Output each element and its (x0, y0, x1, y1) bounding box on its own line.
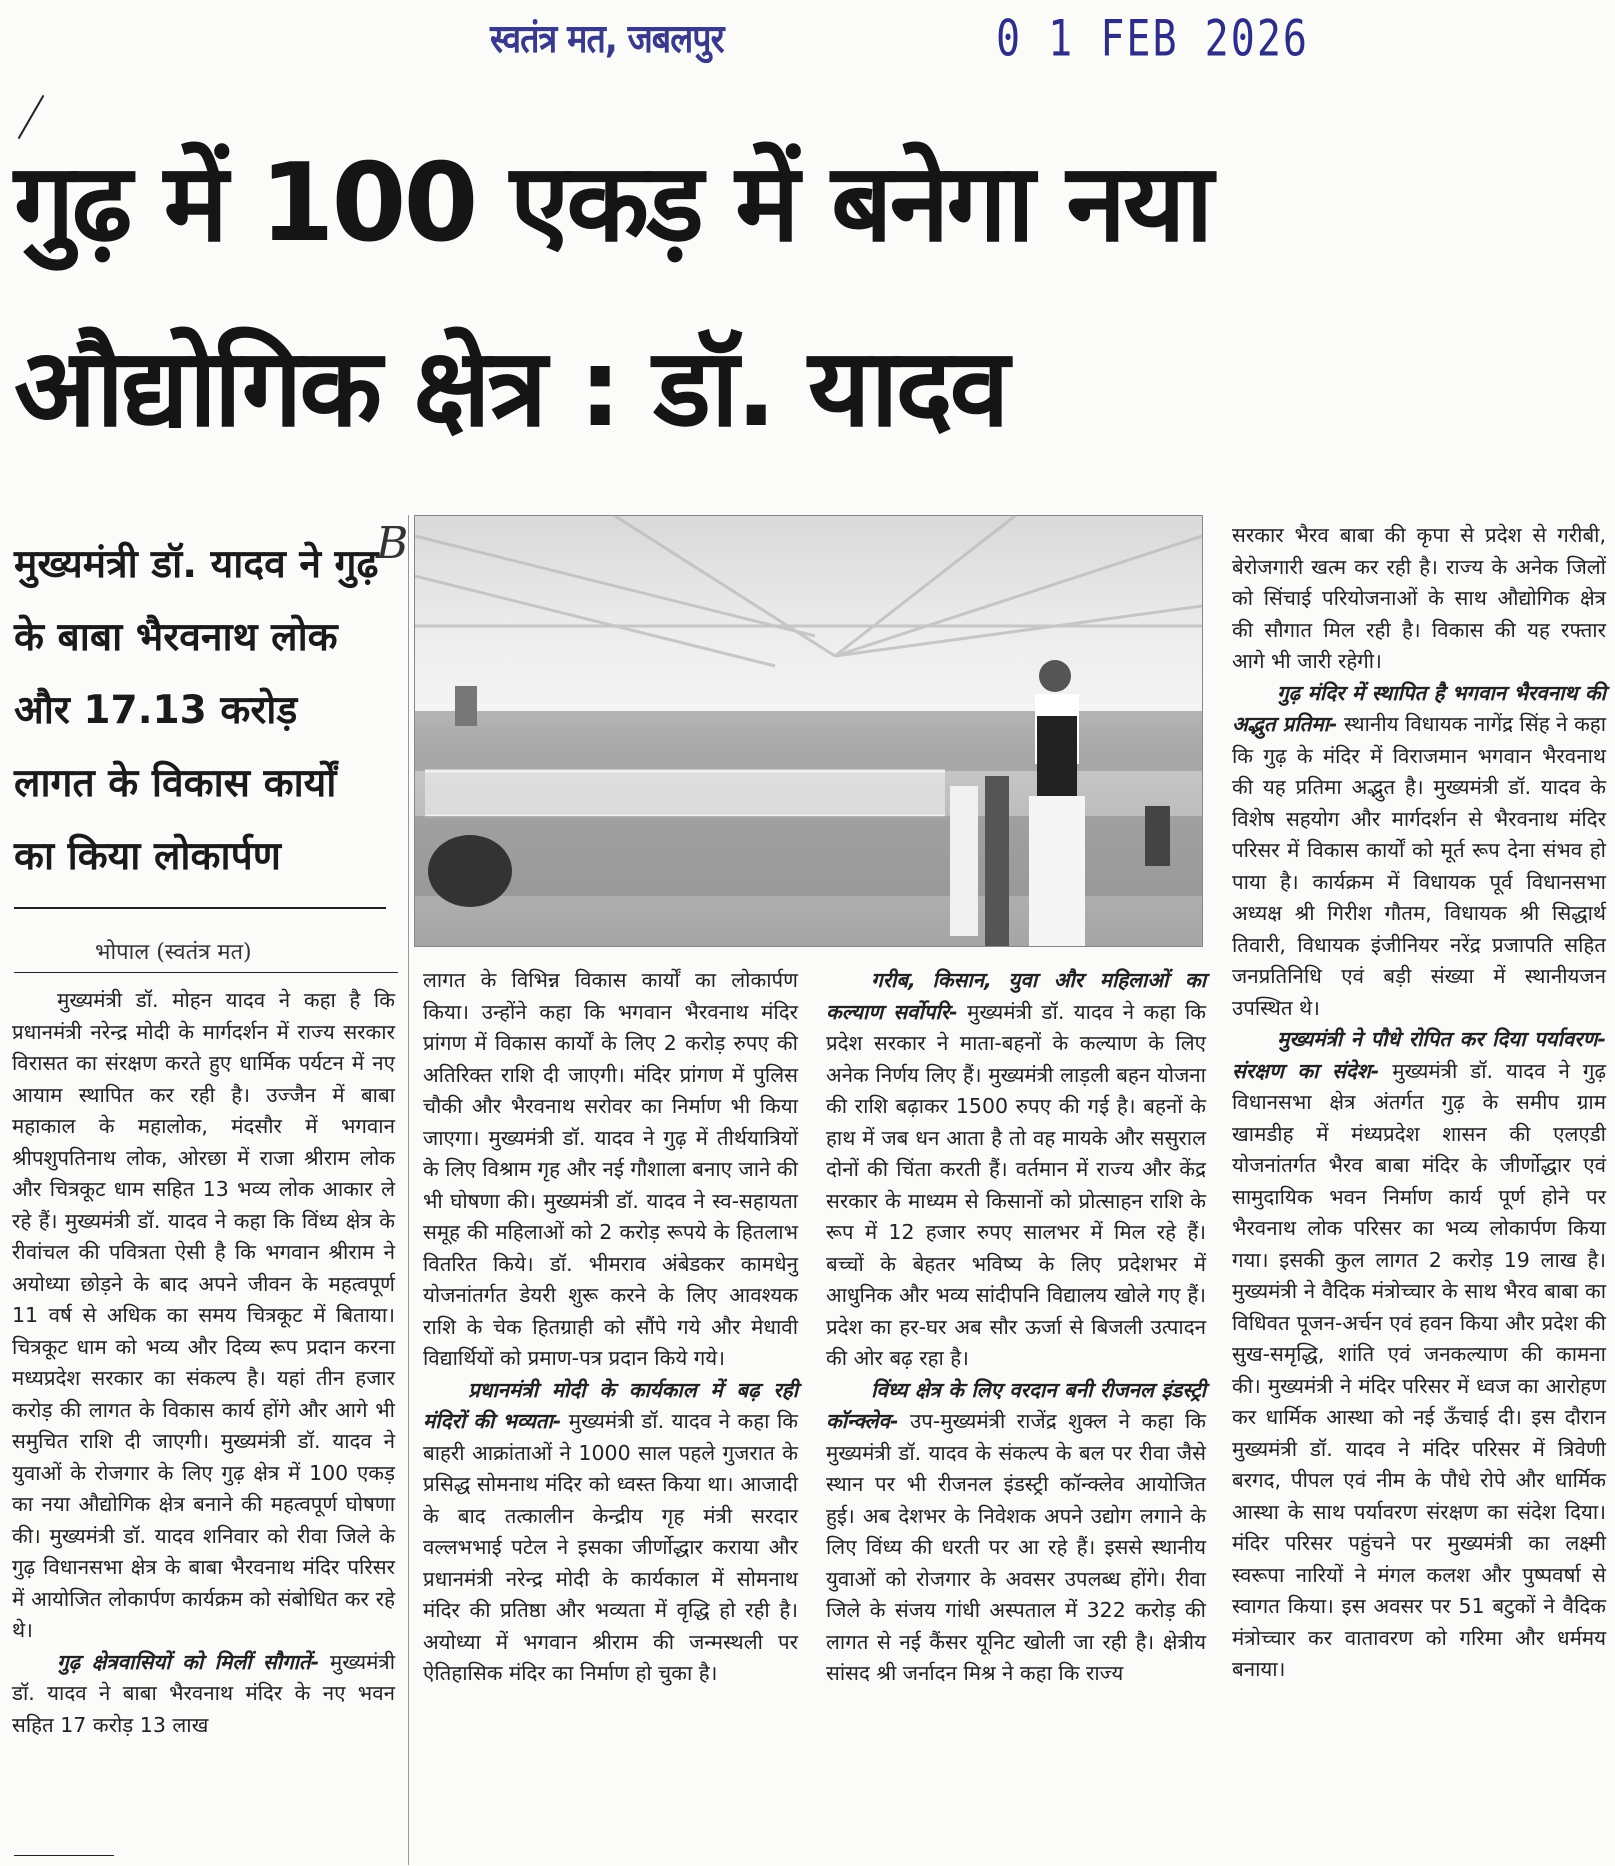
paragraph-lead: गरीब, किसान, युवा और महिलाओं का कल्याण सर्वोपरि- (826, 968, 1206, 1024)
paragraph (1232, 1024, 1606, 1686)
paragraph-text: मुख्यमंत्री डॉ. यादव ने गुढ़ विधानसभा क्षेत्र अंतर्गत गुढ़ के समीप ग्राम खामडीह में मंध्यप्रदेश शासन की एलएडी योजनांतर्गत भैरव बाबा मंदिर के जीर्णोद्धार एवं सामुदायिक भवन निर्माण कार्य पूर्ण होने पर भैरवनाथ लोक परिसर का भव्य लोकार्पण किया गया। इसकी कुल लागत 2 करोड़ 19 लाख है। मुख्यमंत्री ने वैदिक मंत्रोच्चार के साथ भैरव बाबा का विधिवत पूजन-अर्चन एवं हवन किया और प्रदेश की सुख-समृद्धि, शांति एवं जनकल्याण की कामना की। मुख्यमंत्री ने मंदिर परिसर में ध्वज का आरोहण कर धार्मिक आस्था को नई ऊँचाई दी। इस दौरान मुख्यमंत्री डॉ. यादव ने मंदिर परिसर में त्रिवेणी बरगद, पीपल एवं नीम के पौधे रोपे और धार्मिक आस्था के साथ पर्यावरण संरक्षण का संदेश दिया। मंदिर परिसर पहुंचने पर मुख्यमंत्री का लक्ष्मी स्वरूपा नारियों ने मंगल कलश और पुष्पवर्षा से स्वागत किया। इस अवसर पर 51 बटुकों ने वैदिक मंत्रोच्चार कर वातावरण को गरिमा और धर्ममय बनाया। (1232, 1058, 1606, 1681)
source-stamp: स्वतंत्र मत, जबलपुर (490, 16, 724, 63)
paragraph-lead: विंध्य क्षेत्र के लिए वरदान बनी रीजनल इंडस्ट्री कॉन्क्लेव- (826, 1377, 1206, 1433)
headline-line-1: गुढ़ में 100 एकड़ में बनेगा नया (14, 141, 1211, 266)
paragraph (12, 985, 395, 1647)
dateline: भोपाल (स्वतंत्र मत) (95, 940, 252, 965)
article-column-3 (826, 965, 1206, 1690)
divider (14, 1855, 114, 1856)
photo-scene-icon (415, 516, 1202, 946)
paragraph-text: उप-मुख्यमंत्री राजेंद्र शुक्ल ने कहा कि मुख्यमंत्री डॉ. यादव के संकल्प के बल पर रीवा जैसे स्थान पर भी रीजनल इंडस्ट्री कॉन्क्लेव आयोजित हुई। अब देशभर के निवेशक अपने उद्योग लगाने के लिए विंध्य की धरती पर आ रहे हैं। इससे स्थानीय युवाओं को रोजगार के अवसर उपलब्ध होंगे। रीवा जिले के संजय गांधी अस्पताल में 322 करोड़ की लागत से नई कैंसर यूनिट खोली जा रही है। क्षेत्रीय सांसद श्री जर्नादन मिश्र ने कहा कि राज्य (826, 1409, 1206, 1685)
column-divider (408, 515, 409, 1865)
paragraph-text: सरकार भैरव बाबा की कृपा से प्रदेश से गरीबी, बेरोजगारी खत्म कर रही है। राज्य के अनेक जिलों को सिंचाई परियोजनाओं के साथ औद्योगिक क्षेत्र की सौगात मिल रही है। विकास की यह रफ्तार आगे भी जारी रहेगी। (1232, 523, 1606, 673)
divider (14, 907, 386, 909)
paragraph (1232, 678, 1606, 1025)
paragraph-lead: मुख्यमंत्री ने पौधे रोपित कर दिया पर्यावरण-संरक्षण का संदेश- (1232, 1027, 1606, 1083)
paragraph (826, 1375, 1206, 1690)
paragraph-text: मुख्यमंत्री डॉ. यादव ने बाबा भैरवनाथ मंदिर के नए भवन सहित 17 करोड़ 13 लाख (12, 1649, 396, 1737)
divider (14, 972, 398, 973)
paragraph-lead: प्रधानमंत्री मोदी के कार्यकाल में बढ़ रही मंदिरों की भव्यता- (423, 1377, 798, 1433)
headline-line-2: औद्योगिक क्षेत्र : डॉ. यादव (14, 326, 1007, 451)
paragraph-lead: गुढ़ क्षेत्रवासियों को मिलीं सौगातें- (57, 1649, 320, 1674)
article-column-1 (12, 985, 395, 1741)
paragraph-text: मुख्यमंत्री डॉ. यादव ने कहा कि प्रदेश सरकार ने माता-बहनों के कल्याण के लिए अनेक निर्णय लिए हैं। मुख्यमंत्री लाड़ली बहन योजना की राशि बढ़ाकर 1500 रुपए की गई है। बहनों के हाथ में जब धन आता है तो वह मायके और ससुराल दोनों की चिंता करती हैं। वर्तमान में राज्य और केंद्र सरकार के माध्यम से किसानों को प्रोत्साहन राशि के रूप में 12 हजार रुपए सालभर में मिल रहे हैं। बच्चों के बेहतर भविष्य के लिए प्रदेशभर में आधुनिक और भव्य सांदीपनि विद्यालय खोले गए हैं। प्रदेश का हर-घर अब सौर ऊर्जा से बिजली उत्पादन की ओर बढ़ रहा है। (826, 999, 1206, 1370)
paragraph (423, 965, 798, 1375)
paragraph-text: मुख्यमंत्री डॉ. मोहन यादव ने कहा है कि प्रधानमंत्री नरेन्द्र मोदी के मार्गदर्शन में राज्य सरकार विरासत का संरक्षण करते हुए धार्मिक पर्यटन में नए आयाम स्थापित कर रही है। उज्जैन में बाबा महाकाल के महालोक, मंदसौर में भगवान श्रीपशुपतिनाथ लोक, ओरछा में राजा श्रीराम लोक और चित्रकूट धाम सहित 13 भव्य लोक आकार ले रहे हैं। मुख्यमंत्री डॉ. यादव ने कहा कि विंध्य क्षेत्र के रीवांचल की पवित्रता ऐसी है कि भगवान श्रीराम ने अयोध्या छोड़ने के बाद अपने जीवन के महत्वपूर्ण 11 वर्ष से अधिक का समय चित्रकूट में बिताया। चित्रकूट धाम को भव्य और दिव्य रूप प्रदान करना मध्यप्रदेश सरकार का संकल्प है। यहां तीन हजार करोड़ की लागत के विकास कार्य होंगे और आगे भी समुचित राशि दी जाएगी। मुख्यमंत्री डॉ. यादव ने युवाओं के रोजगार के लिए गुढ़ क्षेत्र में 100 एकड़ का नया औद्योगिक क्षेत्र बनाने की महत्वपूर्ण घोषणा की। मुख्यमंत्री डॉ. यादव शनिवार को रीवा जिले के गुढ़ विधानसभा क्षेत्र के बाबा भैरवनाथ मंदिर परिसर में आयोजित लोकार्पण कार्यक्रम को संबोधित कर रहे थे। (12, 988, 395, 1642)
paragraph-text: स्थानीय विधायक नागेंद्र सिंह ने कहा कि गुढ़ के मंदिर में विराजमान भगवान भैरवनाथ की यह प्रतिमा अद्भुत है। मुख्यमंत्री डॉ. यादव के विशेष सहयोग और मार्गदर्शन से भैरवनाथ मंदिर परिसर में विकास कार्यों को मूर्त रूप देना संभव हो पाया है। कार्यक्रम में विधायक पूर्व विधानसभा अध्यक्ष श्री गिरीश गौतम, विधायक श्री सिद्धार्थ तिवारी, विधायक इंजीनियर नरेंद्र प्रजापति सहित जनप्रतिनिधि एवं बड़ी संख्या में स्थानीयजन उपस्थित थे। (1232, 712, 1607, 1020)
handwritten-mark: B (376, 518, 409, 569)
paragraph-text: मुख्यमंत्री डॉ. यादव ने कहा कि बाहरी आक्रांताओं ने 1000 साल पहले गुजरात के प्रसिद्ध सोमनाथ मंदिर को ध्वस्त किया था। आजादी के बाद तत्कालीन केन्द्रीय गृह मंत्री सरदार वल्लभभाई पटेल ने इसका जीर्णोद्धार कराया और प्रधानमंत्री नरेन्द्र मोदी के कार्यकाल में सोमनाथ मंदिर की प्रतिष्ठा और भव्यता में वृद्धि हो रही है। अयोध्या में भगवान श्रीराम की जन्मस्थली पर ऐतिहासिक मंदिर का निर्माण हो चुका है। (423, 1409, 798, 1685)
paragraph (12, 1647, 395, 1742)
article-column-4 (1232, 520, 1606, 1686)
subheadline: मुख्यमंत्री डॉ. यादव ने गुढ़ के बाबा भैरवनाथ लोक और 17.13 करोड़ लागत के विकास कार्यों का किया लोकार्पण (14, 542, 379, 879)
paragraph (423, 1375, 798, 1690)
date-stamp: 0 1 FEB 2026 (996, 10, 1309, 68)
event-photo (414, 515, 1203, 947)
paragraph (826, 965, 1206, 1375)
paragraph (1232, 520, 1606, 678)
pen-stroke (18, 95, 45, 139)
paragraph-text: लागत के विभिन्न विकास कार्यों का लोकार्पण किया। उन्होंने कहा कि भगवान भैरवनाथ मंदिर प्रांगण में विकास कार्यों के लिए 2 करोड़ रुपए की अतिरिक्त राशि दी जाएगी। मंदिर प्रांगण में पुलिस चौकी और भैरवनाथ सरोवर का निर्माण भी किया जाएगा। मुख्यमंत्री डॉ. यादव ने गुढ़ में तीर्थयात्रियों के लिए विश्राम गृह और नई गौशाला बनाए जाने की भी घोषणा की। मुख्यमंत्री डॉ. यादव ने स्व-सहायता समूह की महिलाओं को 2 करोड़ रूपये के हितलाभ वितरित किये। डॉ. भीमराव अंबेडकर कामधेनु योजनांतर्गत डेयरी शुरू करने के लिए आवश्यक राशि के चेक हितग्राही को सौंपे गये और मेधावी विद्यार्थियों को प्रमाण-पत्र प्रदान किये गये। (423, 968, 798, 1370)
paragraph-lead: गुढ़ मंदिर में स्थापित है भगवान भैरवनाथ की अद्भुत प्रतिमा- (1232, 680, 1606, 736)
article-column-2 (423, 965, 798, 1690)
